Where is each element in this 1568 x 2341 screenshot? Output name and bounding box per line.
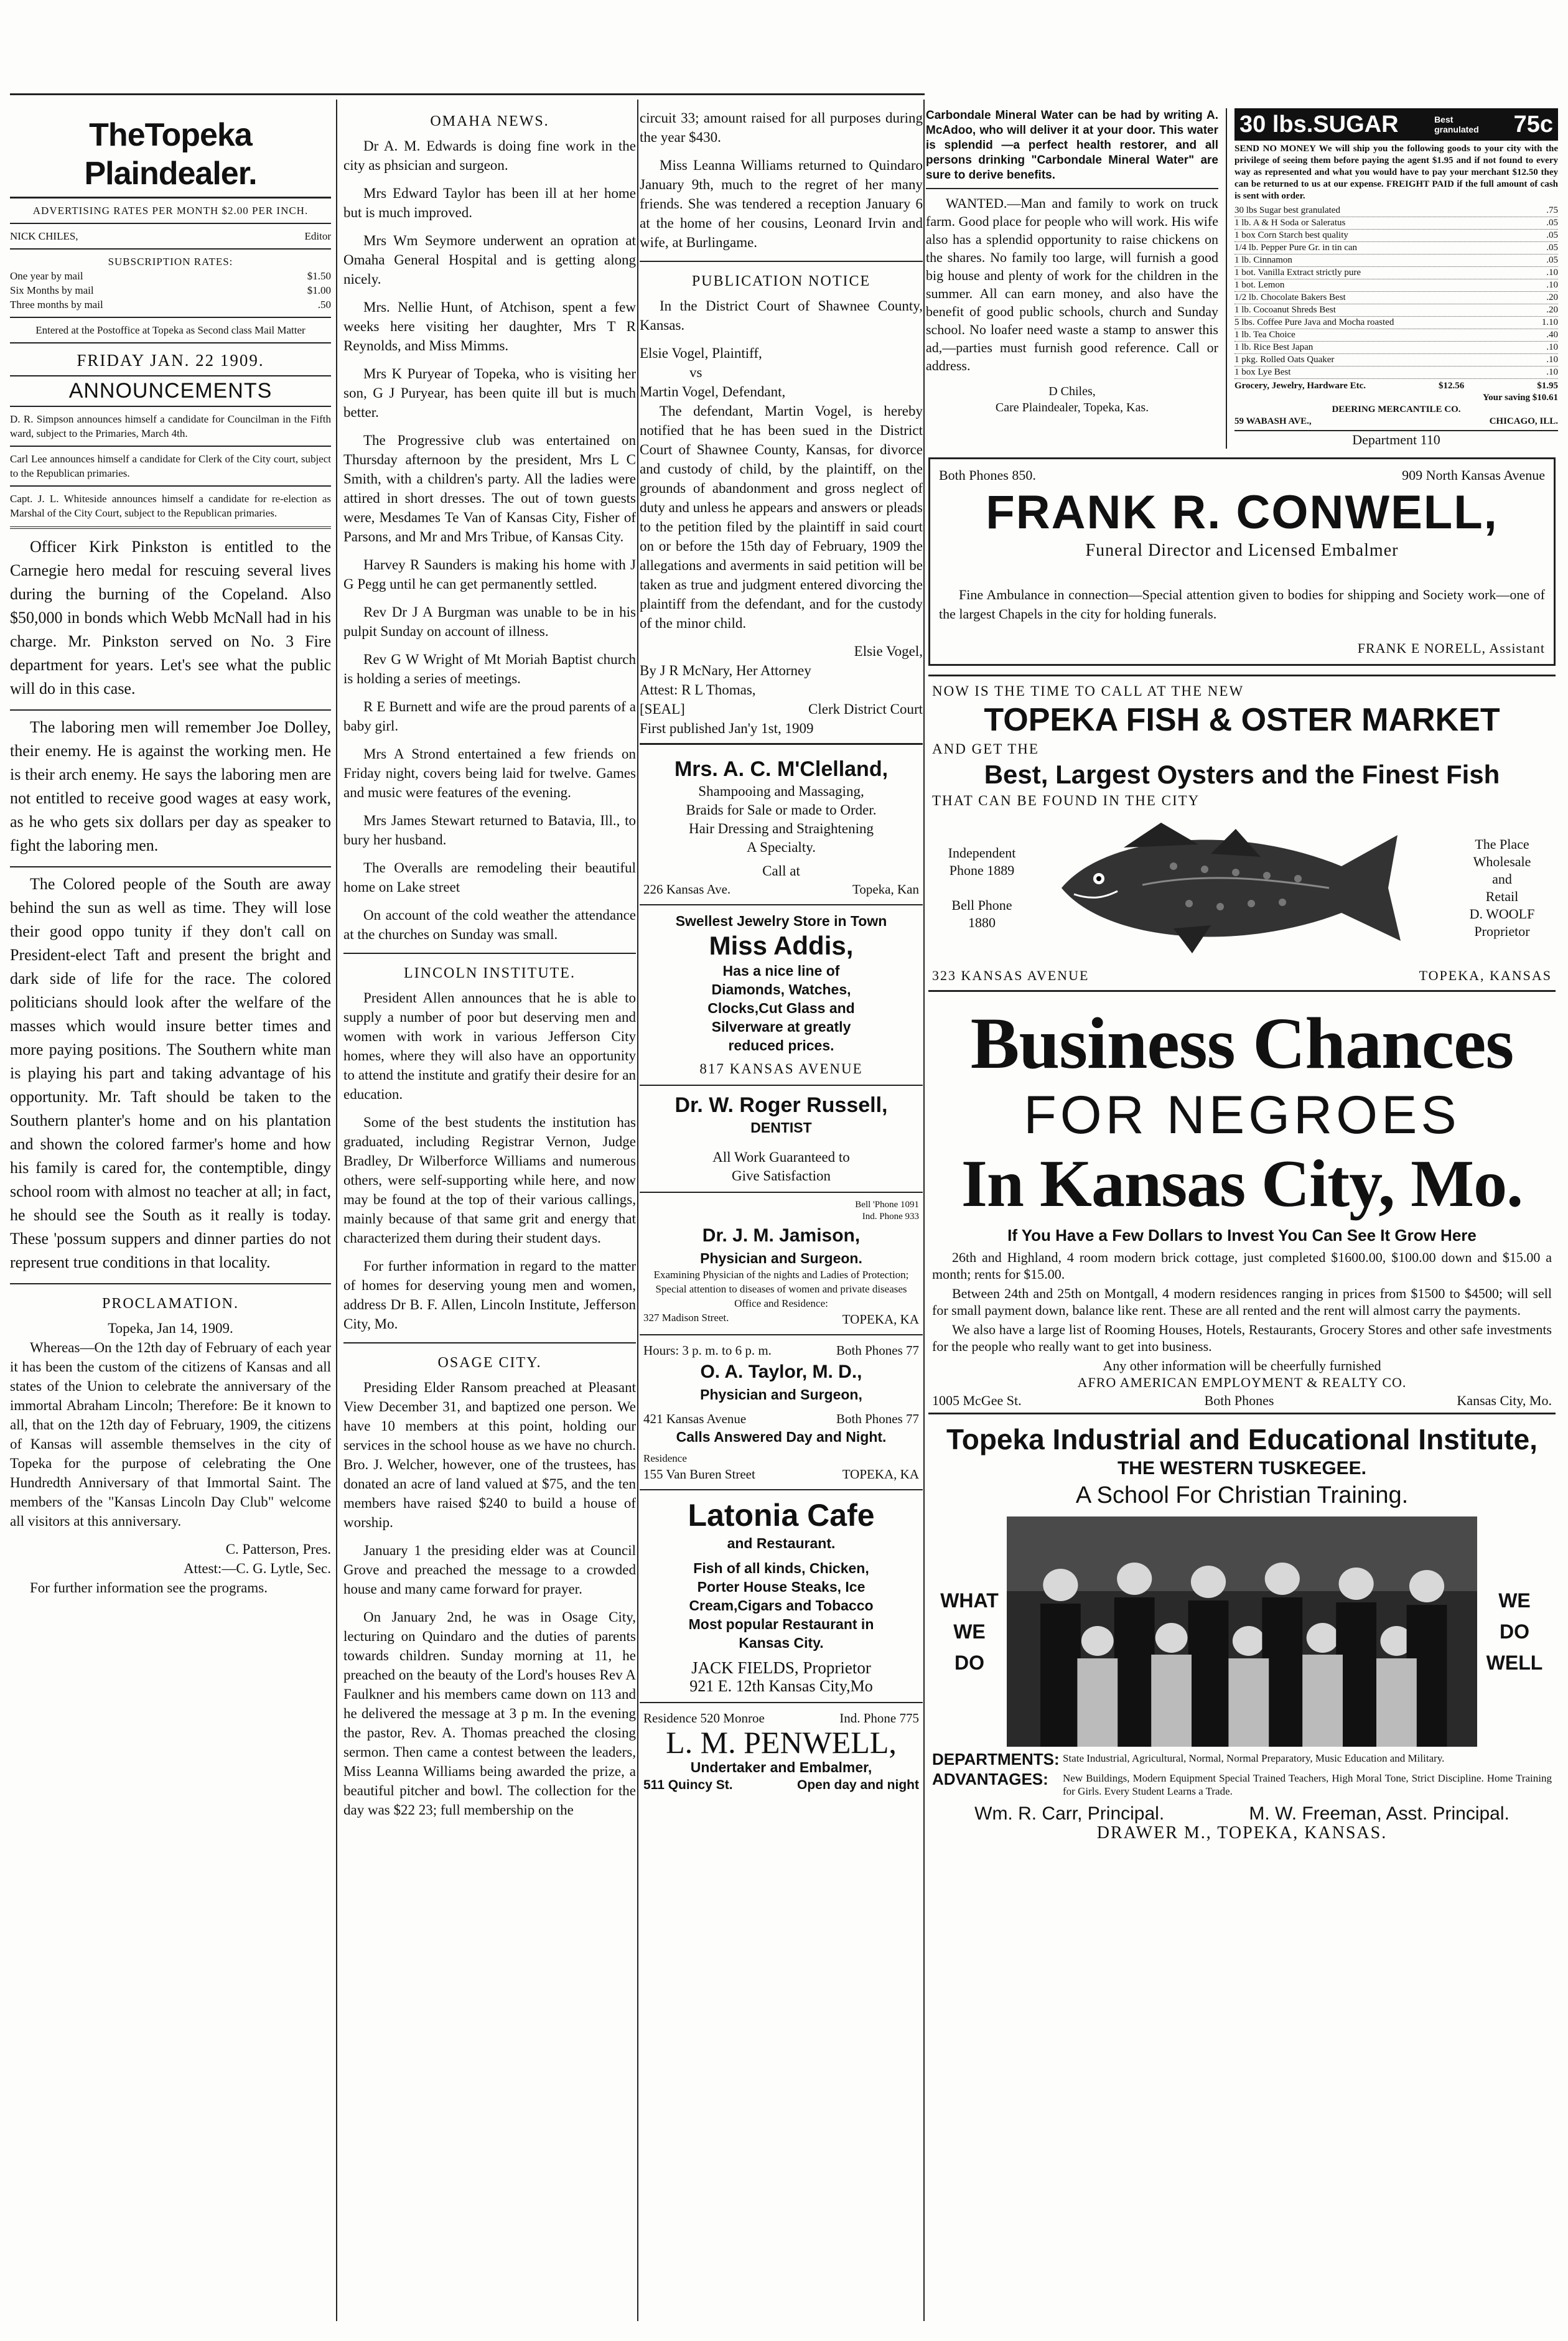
taylor-hours: Hours: 3 p. m. to 6 p. m.: [643, 1343, 772, 1358]
penwell-address: 511 Quincy St.: [643, 1778, 733, 1792]
latonia-name: Latonia Cafe: [688, 1498, 875, 1533]
taylor-address: 421 Kansas Avenue: [643, 1411, 747, 1426]
jamison-phone: Ind. Phone 933: [862, 1212, 919, 1222]
sugar-item-name: 1 bot. Lemon: [1234, 280, 1285, 290]
fish-address-row: [932, 966, 1552, 985]
penwell-phone: Ind. Phone 775: [839, 1711, 919, 1726]
announcements-head: ANNOUNCEMENTS: [68, 379, 273, 403]
advantages-label: ADVANTAGES:: [932, 1770, 1048, 1788]
sugar-item-name: 1 box Corn Starch best quality: [1234, 230, 1348, 240]
sugar-item-price: .10: [1546, 367, 1558, 377]
taylor-phones-2: Both Phones 77: [836, 1411, 919, 1426]
mcclelland-line: Hair Dressing and Straightening: [688, 821, 874, 836]
sugar-item-name: 1 pkg. Rolled Oats Quaker: [1234, 355, 1335, 365]
issue-date: FRIDAY JAN. 22 1909.: [77, 351, 264, 370]
fish-city-line: THAT CAN BE FOUND IN THE CITY: [932, 793, 1200, 808]
addis-line: reduced prices.: [728, 1037, 834, 1054]
sugar-item-name: 1 box Lye Best: [1234, 367, 1291, 377]
sugar-item: [1234, 304, 1558, 317]
omaha-item: The Overalls are remodeling their beautiful home on Lake street: [343, 860, 636, 895]
conwell-assistant: FRANK E NORELL, Assistant: [1357, 640, 1545, 656]
bc-phones: Both Phones: [1204, 1393, 1274, 1408]
entered-notice: Entered at the Postoffice at Topeka as Second class Mail Matter: [35, 324, 306, 336]
mcclelland-name: Mrs. A. C. M'Clelland,: [674, 757, 889, 781]
fish-right-line: Proprietor: [1474, 923, 1530, 939]
conwell-name: FRANK R. CONWELL,: [986, 486, 1498, 539]
bc-citystate: Kansas City, Mo.: [1457, 1393, 1552, 1408]
penwell-address-row: [643, 1777, 919, 1794]
latonia-address: 921 E. 12th Kansas City,Mo: [689, 1677, 873, 1695]
sub-rate-row: [10, 283, 331, 297]
taylor-name: O. A. Taylor, M. D.,: [700, 1362, 862, 1382]
penwell-residence: Residence 520 Monroe: [643, 1711, 765, 1726]
omaha-item: Mrs James Stewart returned to Batavia, Ill., to bury her husband.: [343, 813, 636, 848]
sugar-item-name: 1 lb. A & H Soda or Saleratus: [1234, 218, 1346, 228]
proclamation-signature: C. Patterson, Pres.: [225, 1541, 331, 1557]
wanted-care: Care Plaindealer, Topeka, Kas.: [995, 401, 1149, 414]
pub-seal: [SEAL]: [640, 701, 685, 717]
ad-fish-market: [928, 675, 1556, 992]
conwell-top-row: [939, 465, 1545, 485]
fish-right-line: Retail: [1485, 889, 1519, 904]
jamison-address-row: [643, 1311, 919, 1328]
wanted-signature: D Chiles,: [1048, 385, 1096, 398]
institute-title: Topeka Industrial and Educational Institute,: [946, 1423, 1538, 1456]
sugar-item-name: 1 lb. Tea Choice: [1234, 330, 1295, 340]
fish-title: TOPEKA FISH & OSTER MARKET: [984, 702, 1500, 738]
sugar-item: [1234, 367, 1558, 379]
osage-item: On January 2nd, he was in Osage City, lecturing on Quindaro and the duties of parents towards children. Sunday morning at 11, he preached on the beauty of the Lord's houses Rev A Faulkner and his members came down on 113 and he delivered the message at 3 p m. In the evening the pastor, Rev. A. Thomas preached the closing sermon. Then came a contest between the leaders, Miss Leanna Williams being awarded the prize, a beautiful pitcher and bowl. The collection for the day was $22 23; full membership on the: [343, 1609, 636, 1818]
sugar-item: [1234, 342, 1558, 354]
institute-sub: THE WESTERN TUSKEGEE.: [1117, 1458, 1367, 1479]
sugar-item: [1234, 292, 1558, 304]
proclamation-tail: For further information see the programs.: [30, 1580, 268, 1596]
fish-left-line: 1880: [968, 915, 996, 930]
taylor-residence-label: Residence: [643, 1452, 687, 1464]
jamison-line: Special attention to diseases of women and private diseases: [655, 1283, 907, 1295]
photo-right-word: WE: [1498, 1589, 1531, 1612]
sugar-item: [1234, 217, 1558, 230]
announcement-item: Carl Lee announces himself a candidate for Clerk of the City court, subject to the Republican primaries.: [10, 453, 331, 479]
left-notices: [926, 108, 1227, 449]
column-rule-3: [923, 100, 925, 2321]
penwell-hours: Open day and night: [796, 1778, 919, 1792]
ad-taylor: [640, 1335, 923, 1490]
sugar-department: Department 110: [1234, 430, 1558, 449]
bc-for: FOR NEGROES: [1024, 1085, 1460, 1145]
wanted-ad: WANTED.—Man and family to work on truck farm. Good place for people who will work. His wife also has a splendid opportunity to raise chickens on the shares. No family too large, will furnish a good big house and plenty of work for the children in the summer. All can earn money, and also have the benefit of good public schools, church and Sunday school. No loafer need waste a stamp to answer this ad,—parties must furnish good reference. Call or address.: [926, 195, 1218, 373]
fish-illustration: [1049, 810, 1435, 966]
conwell-phone: Both Phones 850.: [939, 467, 1036, 483]
taylor-phones: Both Phones 77: [836, 1343, 919, 1358]
photo-left-word: DO: [954, 1652, 984, 1674]
fish-right-info: [1452, 836, 1552, 940]
bc-address-row: [932, 1391, 1552, 1410]
latonia-line: Kansas City.: [739, 1635, 824, 1651]
sugar-item-price: .10: [1546, 342, 1558, 352]
russell-title: DENTIST: [750, 1119, 812, 1136]
addis-line: Has a nice line of: [722, 963, 840, 979]
sugar-item: [1234, 354, 1558, 367]
taylor-residence-row: [643, 1465, 919, 1483]
ad-penwell: [640, 1703, 923, 1800]
pub-first-published: First published Jan'y 1st, 1909: [640, 721, 814, 736]
sugar-item: [1234, 329, 1558, 342]
mcclelland-address: 226 Kansas Ave.: [643, 882, 731, 897]
jamison-line: Examining Physician of the nights and Ladies of Protection;: [653, 1269, 909, 1281]
fish-right-line: The Place: [1475, 836, 1529, 852]
column-rule-1: [336, 100, 337, 2321]
omaha-item: R E Burnett and wife are the proud parents of a baby girl.: [343, 699, 636, 734]
conwell-title: Funeral Director and Licensed Embalmer: [1085, 541, 1399, 560]
officer-principal: Wm. R. Carr, Principal.: [974, 1803, 1165, 1824]
mcclelland-call: Call at: [762, 863, 800, 879]
sugar-item-name: 5 lbs. Coffee Pure Java and Mocha roasted: [1234, 317, 1394, 327]
sugar-total-label: Grocery, Jewelry, Hardware Etc.: [1234, 381, 1366, 391]
jamison-phone: Bell 'Phone 1091: [855, 1200, 919, 1210]
taylor-residence-city: TOPEKA, KA: [842, 1467, 919, 1482]
sugar-item: [1234, 230, 1558, 242]
fish-left-line: Phone 1889: [949, 862, 1015, 878]
addis-line: Clocks,Cut Glass and: [707, 1000, 855, 1016]
sugar-item: [1234, 317, 1558, 329]
sub-rate-price: $1.50: [307, 270, 331, 282]
jamison-city: TOPEKA, KA: [842, 1312, 919, 1327]
sugar-banner-title: 30 lbs.SUGAR: [1239, 111, 1399, 138]
mcclelland-line: A Specialty.: [747, 839, 816, 855]
omaha-item: Mrs. Nellie Hunt, of Atchison, spent a few weeks here visiting her daughter, Mrs T R Reynolds, and Miss Mimms.: [343, 299, 636, 353]
proclamation-text: Whereas—On the 12th day of February of each year it has been the custom of the citizens of Kansas and all states of the Union to celebrate the anniversary of the immortal Abraham Lincoln; Therefore: Be it known to all, that on the 12th day of February, 1909, the citizens of Kansas will assemble themselves in the city of Topeka for the purpose of celebrating the One Hundredth Anniversary of that Immortal Saint. The members of the "Kansas Lincoln Day Club" welcome all visitors at this anniversary.: [10, 1340, 331, 1529]
addis-name: Miss Addis,: [709, 931, 854, 960]
fish-left-info: [932, 844, 1032, 932]
taylor-residence-address: 155 Van Buren Street: [643, 1467, 755, 1482]
sugar-company: DEERING MERCANTILE CO.: [1332, 404, 1461, 414]
latonia-line: Porter House Steaks, Ice: [697, 1579, 866, 1595]
sugar-total-ours: $1.95: [1537, 381, 1558, 391]
osage-head: OSAGE CITY.: [437, 1355, 542, 1371]
lincoln-item: President Allen announces that he is able to supply a number of poor but deserving men and women with work in various Jefferson City homes, where they will also have an opportunity to attend the institute and gratify their desire for an education.: [343, 990, 636, 1102]
sugar-item-price: .20: [1546, 305, 1558, 315]
sugar-item-name: 1 lb. Rice Best Japan: [1234, 342, 1314, 352]
publication-notice-head: PUBLICATION NOTICE: [691, 273, 871, 289]
omaha-item: Mrs K Puryear of Topeka, who is visiting her son, G J Puryear, has been quite ill but is much better.: [343, 366, 636, 420]
sugar-item-price: .20: [1546, 292, 1558, 302]
conwell-text: Fine Ambulance in connection—Special attention given to bodies for shipping and Society work—one of the largest Chapels in the city for holding funerals.: [939, 587, 1545, 622]
ad-russell: [640, 1086, 923, 1193]
subscription-head: SUBSCRIPTION RATES:: [108, 256, 233, 268]
fish-area: [932, 810, 1552, 966]
editorial-dolley: The laboring men will remember Joe Dolley, their enemy. He is against the working men. He is their arch enemy. He says the laboring men are not entitled to receive good wages at easy work, as he who gets six dollars per day as speaker to fight the laboring men.: [10, 718, 331, 854]
omaha-item: Rev G W Wright of Mt Moriah Baptist church is holding a series of meetings.: [343, 652, 636, 686]
pub-court: In the District Court of Shawnee County, Kansas.: [640, 298, 923, 333]
sub-rate-label: Three months by mail: [10, 299, 103, 311]
departments-text: State Industrial, Agricultural, Normal, Normal Preparatory, Music Education and Military.: [1063, 1752, 1445, 1764]
sub-rate-row: [10, 269, 331, 283]
sugar-saving: Your saving $10.61: [1483, 393, 1558, 403]
editor-name: NICK CHILES,: [10, 230, 78, 242]
column-1: [10, 93, 331, 2327]
column-2: [343, 93, 636, 2327]
advantages-text: New Buildings, Modern Equipment Special Trained Teachers, High Moral Tone, Strict Discipline. Home Training for Girls. Every Student Learns a Trade.: [1063, 1772, 1552, 1797]
masthead-title: TheTopeka Plaindealer.: [10, 116, 331, 199]
sugar-item-price: .10: [1546, 268, 1558, 278]
penwell-name: L. M. PENWELL,: [666, 1725, 897, 1760]
bc-city: In Kansas City, Mo.: [961, 1147, 1523, 1221]
latonia-proprietor: JACK FIELDS, Proprietor: [691, 1658, 871, 1677]
ad-addis: [640, 905, 923, 1086]
russell-name: Dr. W. Roger Russell,: [674, 1093, 888, 1117]
conwell-address: 909 North Kansas Avenue: [1402, 467, 1545, 483]
institute-drawer: DRAWER M., TOPEKA, KANSAS.: [1096, 1823, 1388, 1843]
fish-city: TOPEKA, KANSAS: [1419, 968, 1552, 983]
editor-line: [10, 229, 331, 243]
circuit-text: circuit 33; amount raised for all purposes during the year $430.: [640, 110, 923, 145]
sugar-address-row: [1234, 416, 1558, 428]
addis-line: Diamonds, Watches,: [711, 981, 851, 998]
fish-left-line: Independent: [948, 845, 1016, 861]
sugar-item: [1234, 205, 1558, 217]
column-3: [640, 93, 923, 2327]
sugar-item: [1234, 242, 1558, 255]
pub-vs: vs: [689, 365, 702, 380]
sugar-item-price: .10: [1546, 280, 1558, 290]
omaha-item: Dr A. M. Edwards is doing fine work in the city as phsician and surgeon.: [343, 138, 636, 173]
pub-clerk: Clerk District Court: [808, 701, 923, 717]
ad-jamison: [640, 1193, 923, 1335]
group-photo: [1007, 1516, 1477, 1747]
sub-rate-label: One year by mail: [10, 270, 83, 282]
addis-address: 817 KANSAS AVENUE: [699, 1061, 863, 1077]
fish-sub: Best, Largest Oysters and the Finest Fish: [984, 760, 1500, 789]
proclamation-head: PROCLAMATION.: [101, 1296, 239, 1312]
addis-tagline: Swellest Jewelry Store in Town: [675, 913, 887, 929]
editorial-pinkston: Officer Kirk Pinkston is entitled to the Carnegie hero medal for rescuing several lives during the burning of the Copeland. Also $50,000 in bonds which Webb McNall had in his charge. Mr. Pinkston served on No. 3 Fire department for years. Let's see what the public will do in this case.: [10, 538, 331, 698]
mcclelland-line: Shampooing and Massaging,: [698, 783, 864, 799]
sugar-intro: SEND NO MONEY We will ship you the following goods to your city with the privilege of seeing them before paying the agent $1.95 and if not found to every way as represented and what you would have to pay your merchant $12.50 they can be returned to us at our expense. FREIGHT PAID if the full amount of cash is sent with order.: [1234, 144, 1558, 201]
sugar-item-price: .05: [1546, 243, 1558, 253]
sugar-item-name: 1 lb. Cinnamon: [1234, 255, 1292, 265]
photo-left-text: [932, 1585, 1007, 1678]
omaha-item: Mrs A Strond entertained a few friends on Friday night, covers being laid for twelve. Games and music were features of the evening.: [343, 746, 636, 800]
lincoln-head: LINCOLN INSTITUTE.: [404, 965, 576, 981]
sugar-banner: [1234, 108, 1558, 141]
sugar-address: 59 WABASH AVE.,: [1234, 416, 1312, 426]
lincoln-item: For further information in regard to the matter of homes for deserving young men and women, address Dr B. F. Allen, Lincoln Institute, Jefferson City, Mo.: [343, 1258, 636, 1332]
sugar-item-name: 1/4 lb. Pepper Pure Gr. in tin can: [1234, 243, 1358, 253]
latonia-line: Most popular Restaurant in: [688, 1616, 874, 1632]
sugar-item-name: 1 lb. Cocoanut Shreds Best: [1234, 305, 1336, 315]
osage-item: Presiding Elder Ransom preached at Pleasant View December 31, and baptized one person. We have 10 members at this point, holding our services in the school house as we have no church. Bro. J. Welcher, however, one of the trustees, has donated an acre of land valued at $75, and the ten members have raised $240 to build a house of worship.: [343, 1380, 636, 1530]
photo-right-word: WELL: [1486, 1652, 1543, 1674]
sugar-item-price: .75: [1546, 205, 1558, 215]
sub-rate-price: $1.00: [307, 284, 331, 296]
institute-officers: [932, 1804, 1552, 1823]
jamison-address: 327 Madison Street.: [643, 1312, 729, 1324]
fish-right-line: and: [1492, 871, 1512, 887]
sugar-item: [1234, 267, 1558, 279]
photo-left-word: WE: [953, 1620, 986, 1643]
ad-business-chances: [928, 1001, 1556, 1414]
fish-top: NOW IS THE TIME TO CALL AT THE NEW: [932, 683, 1244, 699]
ad-latonia: [640, 1490, 923, 1703]
advantages-row: [932, 1772, 1552, 1798]
omaha-item: On account of the cold weather the attendance at the churches on Sunday was small.: [343, 907, 636, 942]
omaha-item: Harvey R Saunders is making his home with J G Pegg until he can get permanently settled.: [343, 557, 636, 592]
officer-asst-principal: M. W. Freeman, Asst. Principal.: [1249, 1803, 1510, 1824]
pub-signature: Elsie Vogel,: [854, 643, 923, 659]
sub-rate-row: [10, 297, 331, 312]
bc-tagline: If You Have a Few Dollars to Invest You Can See It Grow Here: [1007, 1226, 1477, 1245]
omaha-item: Rev Dr J A Burgman was unable to be in his pulpit Sunday on account of illness.: [343, 604, 636, 639]
sugar-item-price: .05: [1546, 218, 1558, 228]
editorial-south: The Colored people of the South are away behind the sun as well as time. They will lose their good oppo tunity if they don't call on President-elect Taft and present the bright and dark side of life for the race. The colored politicians should look after the welfare of the masses which would insure better times and more paying positions. The Southern white man is playing his part and taking advantage of his opportunity. Mr. Taft should be taken to the Southern planter's home and on his plantation and shown the colored farmer's home and how his family is cared for, the contemptible, dingy school room with almost no teacher at all; in fact, he should see the South as it really is today. These 'possum suppers and dinner parties do not represent true conditions in that locality.: [10, 875, 331, 1271]
sugar-item: [1234, 255, 1558, 267]
sugar-item-price: .05: [1546, 255, 1558, 265]
mcclelland-address-row: [643, 881, 919, 898]
ad-institute: [928, 1419, 1556, 1845]
ad-conwell: [928, 457, 1556, 666]
fish-address: 323 KANSAS AVENUE: [932, 968, 1090, 983]
editor-label: Editor: [304, 230, 331, 242]
taylor-calls: Calls Answered Day and Night.: [676, 1429, 887, 1445]
pub-plaintiff: Elsie Vogel, Plaintiff,: [640, 345, 762, 361]
sub-rate-label: Six Months by mail: [10, 284, 94, 296]
sugar-banner-best: Best granulated: [1434, 114, 1479, 134]
sugar-item-price: 1.10: [1541, 317, 1558, 327]
sugar-item-price: .10: [1546, 355, 1558, 365]
photo-right-text: [1477, 1585, 1552, 1678]
sugar-banner-price: 75c: [1513, 111, 1553, 138]
top-ads-row: [926, 108, 1558, 449]
photo-right-word: DO: [1500, 1620, 1529, 1643]
latonia-line: Cream,Cigars and Tobacco: [689, 1597, 874, 1614]
sugar-ad: [1227, 108, 1558, 449]
bc-text: Between 24th and 25th on Montgall, 4 modern residences ranging in prices from $1500 to $4500; will sell for small payment down, balance like rent. These are all rented and the rent will almost carry the payments.: [932, 1286, 1552, 1318]
sugar-city: CHICAGO, ILL.: [1489, 416, 1558, 426]
ad-mcclelland: [640, 750, 923, 905]
addis-line: Silverware at greatly: [711, 1019, 851, 1035]
fish-right-line: Wholesale: [1473, 854, 1531, 869]
pub-defendant: Martin Vogel, Defendant,: [640, 384, 786, 400]
williams-item: Miss Leanna Williams returned to Quindaro January 9th, much to the regret of her many friends. She was tendered a reception January 6 at the home of her cousins, Leonard Irvin and wife, at Burlingame.: [640, 157, 923, 250]
mcclelland-line: Braids for Sale or made to Order.: [686, 802, 877, 818]
ad-rates: ADVERTISING RATES PER MONTH $2.00 PER INCH.: [32, 205, 309, 217]
jamison-name: Dr. J. M. Jamison,: [702, 1225, 861, 1246]
bc-company: AFRO AMERICAN EMPLOYMENT & REALTY CO.: [1077, 1375, 1407, 1390]
omaha-item: The Progressive club was entertained on Thursday afternoon by the president, Mrs L C Smith, with a children's party. All the ladies were attired in short dresses. The out of town guests were, Mesdames Te Van of Kansas City, Fisher of Parsons, and Mr and Mrs Tribue, of Kansas City.: [343, 432, 636, 544]
carbondale-ad: Carbondale Mineral Water can be had by writing A. McAdoo, who will deliver it at your door. This water is splendid —a perfect health restorer, and all persons drinking "Carbondale Mineral Water" are sure to derive benefits.: [926, 109, 1218, 182]
jamison-office: Office and Residence:: [734, 1297, 828, 1309]
fish-and: AND GET THE: [932, 741, 1039, 757]
sugar-item-price: .05: [1546, 230, 1558, 240]
osage-item: January 1 the presiding elder was at Council Grove and preached the message to a crowded house and many came forward for prayer.: [343, 1543, 636, 1597]
institute-sub2: A School For Christian Training.: [1075, 1482, 1409, 1508]
latonia-line: Fish of all kinds, Chicken,: [693, 1560, 869, 1576]
taylor-hours-row: [643, 1342, 919, 1359]
departments-label: DEPARTMENTS:: [932, 1750, 1060, 1769]
sugar-item-price: .40: [1546, 330, 1558, 340]
taylor-address-row: [643, 1410, 919, 1427]
bc-text: Any other information will be cheerfully furnished: [1103, 1358, 1381, 1373]
departments-row: [932, 1752, 1552, 1767]
proclamation-attest: Attest:—C. G. Lytle, Sec.: [183, 1561, 331, 1576]
jamison-title: Physician and Surgeon.: [700, 1250, 862, 1266]
bc-title: Business Chances: [970, 1002, 1514, 1084]
sugar-item-name: 30 lbs Sugar best granulated: [1234, 205, 1340, 215]
pub-seal-row: [640, 699, 923, 719]
institute-photo-row: [932, 1516, 1552, 1747]
photo-left-word: WHAT: [940, 1589, 999, 1612]
sugar-item-name: 1/2 lb. Chocolate Bakers Best: [1234, 292, 1346, 302]
bc-text: We also have a large list of Rooming Houses, Hotels, Restaurants, Grocery Stores and other safe investments for the people who really want to get into business.: [932, 1322, 1552, 1354]
russell-line: All Work Guaranteed to: [712, 1149, 850, 1165]
bc-address: 1005 McGee St.: [932, 1393, 1022, 1408]
sugar-total-merchant: $12.56: [1439, 381, 1465, 391]
pub-body: The defendant, Martin Vogel, is hereby notified that he has been sued in the District Court of Shawnee County, Kansas, for divorce and custody of child, by the plaintiff, on the grounds of abandonment and gross neglect of duty and unless he appears and answers or pleads to the petition filed by the plaintiff in said court on or before the 15th day of February, 1909 the allegations and averments in said petition will be taken as true and judgment entered divorcing the plaintiff from the defendant, and for the custody of the minor child.: [640, 403, 923, 631]
sugar-item: [1234, 279, 1558, 292]
sugar-totals: [1234, 380, 1558, 392]
announcement-item: Capt. J. L. Whiteside announces himself a candidate for re-election as Marshal of the City Court, subject to the Republican primaries.: [10, 493, 331, 519]
mcclelland-city: Topeka, Kan: [852, 882, 919, 897]
pub-attest: Attest: R L Thomas,: [640, 682, 756, 698]
sugar-item-name: 1 bot. Vanilla Extract strictly pure: [1234, 268, 1361, 278]
penwell-title: Undertaker and Embalmer,: [690, 1759, 872, 1775]
latonia-sub: and Restaurant.: [727, 1535, 836, 1551]
pub-attorney: By J R McNary, Her Attorney: [640, 663, 811, 678]
russell-line: Give Satisfaction: [731, 1168, 831, 1184]
bc-text: 26th and Highland, 4 room modern brick cottage, just completed $1600.00, $100.00 down and $15.00 a month; rents for $15.00.: [932, 1250, 1552, 1282]
proclamation-date: Topeka, Jan 14, 1909.: [108, 1320, 233, 1336]
omaha-item: Mrs Wm Seymore underwent an opration at Omaha General Hospital and is getting along nicely.: [343, 233, 636, 287]
lincoln-item: Some of the best students the institution has graduated, including Registrar Vernon, Judge Bradley, Dr Wilberforce Williams and numerous others, were self-supporting while here, and now may be found at the top of their various callings, mainly because of that same grit and energy that characterized them during their student days.: [343, 1114, 636, 1246]
column-4: [926, 93, 1558, 2327]
column-rule-2: [637, 100, 638, 2321]
omaha-item: Mrs Edward Taylor has been ill at her home but is much improved.: [343, 185, 636, 220]
sub-rate-price: .50: [317, 299, 331, 311]
fish-right-line: D. WOOLF: [1469, 906, 1535, 922]
announcement-item: D. R. Simpson announces himself a candidate for Councilman in the Fifth ward, subject to the Primaries, March 4th.: [10, 413, 331, 439]
omaha-head: OMAHA NEWS.: [430, 113, 549, 129]
taylor-title: Physician and Surgeon,: [700, 1386, 862, 1403]
fish-left-line: Bell Phone: [951, 897, 1012, 913]
penwell-top-row: [643, 1709, 919, 1727]
